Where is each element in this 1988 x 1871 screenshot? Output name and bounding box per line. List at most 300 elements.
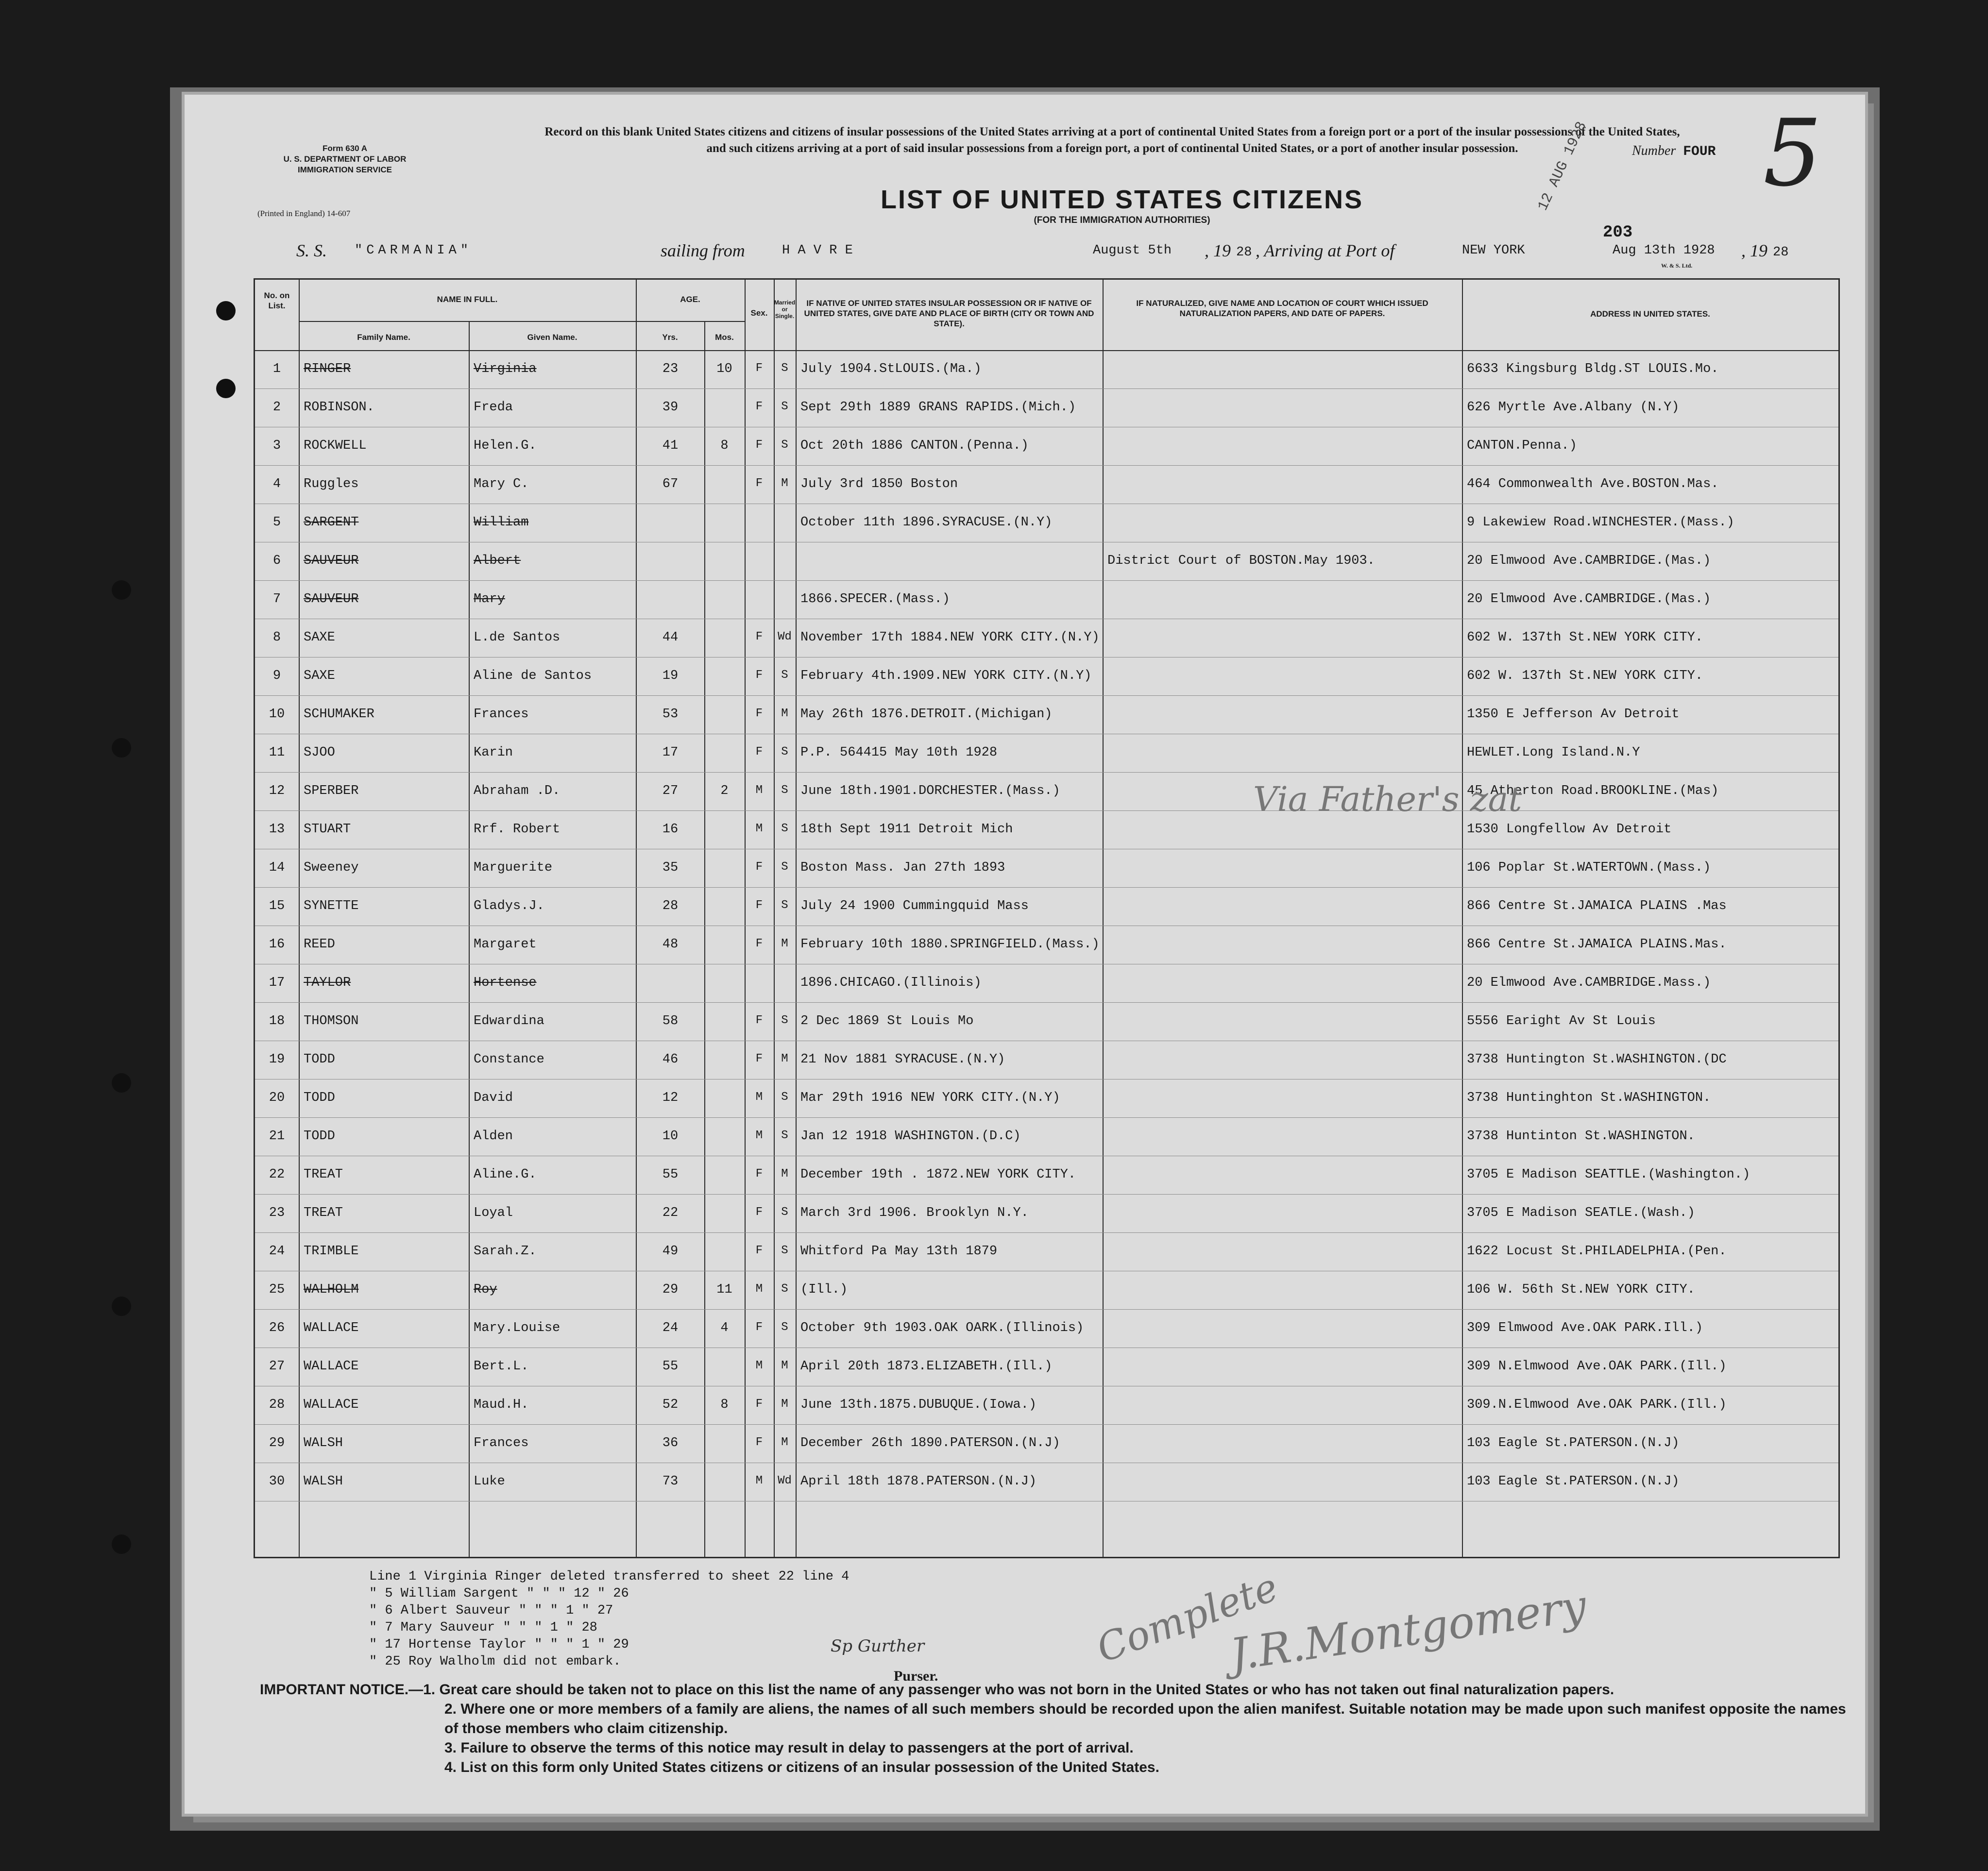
cell-no: 22 bbox=[269, 1167, 285, 1182]
cell-no: 4 bbox=[272, 477, 281, 491]
cell-sex: F bbox=[755, 400, 763, 413]
notice-item: 4. List on this form only United States citizens or citizens of an insular possession of the United States. bbox=[444, 1759, 1159, 1775]
cell-family: STUART bbox=[304, 822, 351, 837]
cell-family: Sweeney bbox=[304, 860, 359, 875]
cell-birth: February 4th.1909.NEW YORK CITY.(N.Y) bbox=[800, 669, 1092, 683]
cell-birth: Mar 29th 1916 NEW YORK CITY.(N.Y) bbox=[800, 1091, 1060, 1105]
cell-birth: Boston Mass. Jan 27th 1893 bbox=[800, 860, 1005, 875]
cell-addr: 602 W. 137th St.NEW YORK CITY. bbox=[1467, 669, 1703, 683]
cell-ms: S bbox=[781, 745, 788, 759]
note-line: " 17 Hortense Taylor " " " 1 " 29 bbox=[369, 1637, 629, 1652]
cell-addr: 1622 Locust St.PHILADELPHIA.(Pen. bbox=[1467, 1244, 1727, 1259]
cell-family: WALLACE bbox=[304, 1359, 359, 1374]
cell-sex: F bbox=[755, 860, 763, 874]
cell-family: SAXE bbox=[304, 669, 335, 683]
row-rule bbox=[255, 810, 1838, 811]
arrive-date: Aug 13th 1928 bbox=[1613, 243, 1715, 258]
cell-ms: S bbox=[781, 1014, 788, 1027]
cell-ms: S bbox=[781, 438, 788, 452]
cell-ms: S bbox=[781, 1282, 788, 1296]
cell-addr: 103 Eagle St.PATERSON.(N.J) bbox=[1467, 1436, 1680, 1450]
col-birth: IF NATIVE OF UNITED STATES INSULAR POSSESSION OR IF NATIVE OF UNITED STATES, GIVE DATE AND PLACE OF BIRTH (CITY OR TOWN AND STATE). bbox=[804, 299, 1094, 328]
notice-item: 3. Failure to observe the terms of this notice may result in delay to passengers at the port of arrival. bbox=[444, 1740, 1134, 1756]
row-rule bbox=[255, 465, 1838, 466]
cell-yrs: 55 bbox=[662, 1167, 679, 1182]
cell-given: Edwardina bbox=[474, 1014, 544, 1028]
cell-given: Sarah.Z. bbox=[474, 1244, 537, 1259]
cell-yrs: 48 bbox=[662, 937, 679, 952]
notice-label: IMPORTANT NOTICE. bbox=[260, 1682, 409, 1698]
row-rule bbox=[255, 1002, 1838, 1003]
cell-sex: M bbox=[755, 1129, 763, 1142]
cell-no: 5 bbox=[272, 515, 281, 530]
cell-ms: M bbox=[781, 1436, 788, 1449]
cell-yrs: 55 bbox=[662, 1359, 679, 1374]
cell-birth: 18th Sept 1911 Detroit Mich bbox=[800, 822, 1013, 837]
notice-item: —1. Great care should be taken not to place on this list the name of any passenger who was not born in the United States or who has not taken out final naturalization papers. bbox=[408, 1682, 1614, 1698]
cell-birth: June 13th.1875.DUBUQUE.(Iowa.) bbox=[800, 1398, 1037, 1412]
cell-yrs: 67 bbox=[662, 477, 679, 491]
binder-hole bbox=[216, 379, 236, 398]
cell-yrs: 16 bbox=[662, 822, 679, 837]
note-line: " 6 Albert Sauveur " " " 1 " 27 bbox=[369, 1603, 613, 1618]
note-line: Line 1 Virginia Ringer deleted transferred to sheet 22 line 4 bbox=[369, 1569, 850, 1584]
cell-given: William bbox=[474, 515, 529, 530]
binder-hole bbox=[112, 1534, 131, 1554]
cell-yrs: 46 bbox=[662, 1052, 679, 1067]
cell-addr: 103 Eagle St.PATERSON.(N.J) bbox=[1467, 1474, 1680, 1489]
cell-no: 11 bbox=[269, 745, 285, 760]
cell-no: 21 bbox=[269, 1129, 285, 1144]
cell-birth: March 3rd 1906. Brooklyn N.Y. bbox=[800, 1206, 1029, 1220]
col-given: Given Name. bbox=[527, 333, 578, 342]
cell-given: Alden bbox=[474, 1129, 513, 1144]
cell-mos: 11 bbox=[716, 1282, 732, 1297]
cell-given: Virginia bbox=[474, 362, 537, 376]
col-address: ADDRESS IN UNITED STATES. bbox=[1590, 309, 1710, 319]
row-rule bbox=[255, 887, 1838, 888]
cell-yrs: 41 bbox=[662, 438, 679, 453]
number-field bbox=[1632, 143, 1716, 159]
binder-hole bbox=[112, 580, 131, 600]
cell-given: Freda bbox=[474, 400, 513, 415]
cell-birth: Jan 12 1918 WASHINGTON.(D.C) bbox=[800, 1129, 1021, 1144]
form-number: Form 630 A bbox=[323, 144, 367, 153]
cell-birth: 2 Dec 1869 St Louis Mo bbox=[800, 1014, 974, 1028]
cell-no: 25 bbox=[269, 1282, 285, 1297]
cell-mos: 10 bbox=[716, 362, 732, 376]
cell-addr: 1530 Longfellow Av Detroit bbox=[1467, 822, 1672, 837]
binder-hole bbox=[112, 1297, 131, 1316]
year-prefix-2: , 19 bbox=[1741, 241, 1767, 260]
cell-yrs: 39 bbox=[662, 400, 679, 415]
cell-given: Margaret bbox=[474, 937, 537, 952]
cell-ms: S bbox=[781, 362, 788, 375]
cell-family: TRIMBLE bbox=[304, 1244, 359, 1259]
cell-sex: F bbox=[755, 707, 763, 720]
cell-ms: M bbox=[781, 707, 788, 720]
cell-sex: F bbox=[755, 1206, 763, 1219]
form-header bbox=[243, 143, 447, 175]
cell-ms: M bbox=[781, 1359, 788, 1372]
cell-birth: Sept 29th 1889 GRANS RAPIDS.(Mich.) bbox=[800, 400, 1076, 415]
cell-yrs: 29 bbox=[662, 1282, 679, 1297]
cell-no: 19 bbox=[269, 1052, 285, 1067]
cell-no: 30 bbox=[269, 1474, 285, 1489]
year-2: 28 bbox=[1773, 245, 1789, 260]
cell-addr: 106 W. 56th St.NEW YORK CITY. bbox=[1467, 1282, 1695, 1297]
cell-birth: February 10th 1880.SPRINGFIELD.(Mass.) bbox=[800, 937, 1100, 952]
cell-birth: (Ill.) bbox=[800, 1282, 848, 1297]
cell-no: 18 bbox=[269, 1014, 285, 1028]
cell-yrs: 44 bbox=[662, 630, 679, 645]
form-department: U. S. DEPARTMENT OF LABOR bbox=[283, 154, 407, 164]
cell-no: 10 bbox=[269, 707, 285, 722]
cell-no: 13 bbox=[269, 822, 285, 837]
cell-addr: 464 Commonwealth Ave.BOSTON.Mas. bbox=[1467, 477, 1719, 491]
cell-sex: F bbox=[755, 362, 763, 375]
cell-no: 6 bbox=[272, 554, 281, 568]
cell-family: SARGENT bbox=[304, 515, 359, 530]
col-family: Family Name. bbox=[357, 333, 410, 342]
cell-sex: F bbox=[755, 438, 763, 452]
cell-family: SAUVEUR bbox=[304, 554, 359, 568]
cell-sex: F bbox=[755, 1052, 763, 1065]
cell-ms: Wd bbox=[778, 630, 792, 643]
cell-family: REED bbox=[304, 937, 335, 952]
cell-given: Maud.H. bbox=[474, 1398, 529, 1412]
cell-addr: CANTON.Penna.) bbox=[1467, 438, 1577, 453]
cell-no: 24 bbox=[269, 1244, 285, 1259]
manifest-sheet bbox=[185, 95, 1865, 1814]
cell-given: Constance bbox=[474, 1052, 544, 1067]
cell-family: ROCKWELL bbox=[304, 438, 367, 453]
citizens-table bbox=[254, 278, 1840, 1558]
cell-addr: 602 W. 137th St.NEW YORK CITY. bbox=[1467, 630, 1703, 645]
cell-yrs: 35 bbox=[662, 860, 679, 875]
cell-sex: M bbox=[755, 1282, 763, 1296]
cell-ms: S bbox=[781, 1244, 788, 1257]
cell-birth: 1896.CHICAGO.(Illinois) bbox=[800, 976, 982, 990]
cell-birth: December 26th 1890.PATERSON.(N.J) bbox=[800, 1436, 1060, 1450]
cell-birth: Whitford Pa May 13th 1879 bbox=[800, 1244, 998, 1259]
cell-nat: District Court of BOSTON.May 1903. bbox=[1107, 554, 1375, 568]
cell-no: 2 bbox=[272, 400, 281, 415]
row-rule bbox=[255, 1309, 1838, 1310]
cell-addr: 3738 Huntington St.WASHINGTON.(DC bbox=[1467, 1052, 1727, 1067]
cell-family: WALSH bbox=[304, 1436, 343, 1450]
cell-addr: HEWLET.Long Island.N.Y bbox=[1467, 745, 1640, 760]
cell-birth: December 19th . 1872.NEW YORK CITY. bbox=[800, 1167, 1076, 1182]
cell-addr: 3705 E Madison SEATTLE.(Washington.) bbox=[1467, 1167, 1750, 1182]
cell-sex: M bbox=[755, 784, 763, 797]
notice-item: 2. Where one or more members of a family are aliens, the names of all such members should be recorded upon the alien manifest. Suitable notation may be made upon such manifest opposite the names of those members who claim citizenship. bbox=[444, 1701, 1846, 1736]
cell-sex: F bbox=[755, 1244, 763, 1257]
cell-no: 3 bbox=[272, 438, 281, 453]
cell-no: 15 bbox=[269, 899, 285, 913]
col-sex: Sex. bbox=[750, 308, 768, 318]
cell-ms: M bbox=[781, 1167, 788, 1180]
cell-family: TAYLOR bbox=[304, 976, 351, 990]
cell-given: Mary C. bbox=[474, 477, 529, 491]
ship-name: "CARMANIA" bbox=[355, 243, 473, 258]
cell-birth: July 1904.StLOUIS.(Ma.) bbox=[800, 362, 982, 376]
cell-addr: 626 Myrtle Ave.Albany (N.Y) bbox=[1467, 400, 1680, 415]
cell-yrs: 27 bbox=[662, 784, 679, 798]
cell-sex: F bbox=[755, 745, 763, 759]
printed-note: (Printed in England) 14-607 bbox=[257, 209, 351, 218]
port-to: NEW YORK bbox=[1462, 243, 1525, 258]
cell-given: Frances bbox=[474, 707, 529, 722]
record-instructions: Record on this blank United States citizens and citizens of insular possessions of the United States arriving at a port of continental United States from a foreign port or a port of the insular possessions of the United States, and such citizens arriving at a port of said insular possessions from a foreign port, a port of continental United States, or a port of another insular possession. bbox=[544, 125, 1680, 155]
cell-yrs: 53 bbox=[662, 707, 679, 722]
printer-mark: W. & S. Ltd. bbox=[1661, 262, 1693, 269]
cell-given: Abraham .D. bbox=[474, 784, 561, 798]
cell-addr: 3738 Huntinghton St.WASHINGTON. bbox=[1467, 1091, 1711, 1105]
cell-family: RINGER bbox=[304, 362, 351, 376]
cell-given: Luke bbox=[474, 1474, 505, 1489]
cell-sex: F bbox=[755, 669, 763, 682]
cell-mos: 8 bbox=[720, 438, 729, 453]
cell-yrs: 36 bbox=[662, 1436, 679, 1450]
cell-family: SYNETTE bbox=[304, 899, 359, 913]
cell-family: THOMSON bbox=[304, 1014, 359, 1028]
cell-given: Aline de Santos bbox=[474, 669, 592, 683]
cell-yrs: 23 bbox=[662, 362, 679, 376]
col-married: Married or Single. bbox=[774, 299, 796, 320]
cell-ms: S bbox=[781, 784, 788, 797]
cell-yrs: 12 bbox=[662, 1091, 679, 1105]
deletion-notes bbox=[369, 1568, 849, 1670]
cell-ms: S bbox=[781, 1091, 788, 1104]
cell-given: Roy bbox=[474, 1282, 497, 1297]
cell-birth: 1866.SPECER.(Mass.) bbox=[800, 592, 950, 607]
cell-given: Loyal bbox=[474, 1206, 513, 1220]
binder-hole bbox=[112, 1073, 131, 1093]
cell-ms: M bbox=[781, 1398, 788, 1411]
cell-no: 20 bbox=[269, 1091, 285, 1105]
cell-given: Mary bbox=[474, 592, 505, 607]
cell-no: 23 bbox=[269, 1206, 285, 1220]
handwritten-signature: J.R.Montgomery bbox=[1227, 1580, 1590, 1681]
cell-family: TODD bbox=[304, 1129, 335, 1144]
col-name-in-full: NAME IN FULL. bbox=[437, 295, 498, 304]
cell-ms: S bbox=[781, 1129, 788, 1142]
cell-no: 1 bbox=[272, 362, 281, 376]
cell-birth: May 26th 1876.DETROIT.(Michigan) bbox=[800, 707, 1053, 722]
cell-no: 29 bbox=[269, 1436, 285, 1450]
cell-yrs: 52 bbox=[662, 1398, 679, 1412]
cell-birth: June 18th.1901.DORCHESTER.(Mass.) bbox=[800, 784, 1060, 798]
cell-no: 16 bbox=[269, 937, 285, 952]
page-subtitle: (FOR THE IMMIGRATION AUTHORITIES) bbox=[1034, 215, 1210, 225]
cell-mos: 2 bbox=[720, 784, 729, 798]
cell-given: Marguerite bbox=[474, 860, 553, 875]
cell-sex: M bbox=[755, 1359, 763, 1372]
cell-birth: July 24 1900 Cummingquid Mass bbox=[800, 899, 1029, 913]
cell-birth: P.P. 564415 May 10th 1928 bbox=[800, 745, 998, 760]
cell-sex: F bbox=[755, 1321, 763, 1334]
cell-family: Ruggles bbox=[304, 477, 359, 491]
cell-ms: S bbox=[781, 822, 788, 835]
note-line: " 25 Roy Walholm did not embark. bbox=[369, 1654, 621, 1669]
purser-signature: Sp Gurther bbox=[831, 1636, 925, 1656]
cell-given: L.de Santos bbox=[474, 630, 561, 645]
cell-yrs: 17 bbox=[662, 745, 679, 760]
row-rule bbox=[255, 1232, 1838, 1233]
cell-given: Karin bbox=[474, 745, 513, 760]
handwritten-sheet-number: 5 bbox=[1763, 100, 1822, 207]
cell-family: TREAT bbox=[304, 1206, 343, 1220]
cell-addr: 5556 Earight Av St Louis bbox=[1467, 1014, 1656, 1028]
cell-family: TODD bbox=[304, 1091, 335, 1105]
cell-no: 9 bbox=[272, 669, 281, 683]
cell-sex: M bbox=[755, 822, 763, 835]
cell-sex: F bbox=[755, 1398, 763, 1411]
note-line: " 7 Mary Sauveur " " " 1 " 28 bbox=[369, 1620, 597, 1635]
cell-addr: 3738 Huntinton St.WASHINGTON. bbox=[1467, 1129, 1695, 1144]
cell-family: TREAT bbox=[304, 1167, 343, 1182]
important-notice bbox=[260, 1680, 1863, 1777]
cell-ms: M bbox=[781, 937, 788, 950]
cell-addr: 3705 E Madison SEATLE.(Wash.) bbox=[1467, 1206, 1695, 1220]
cell-no: 17 bbox=[269, 976, 285, 990]
cell-family: WALLACE bbox=[304, 1321, 359, 1335]
cell-yrs: 10 bbox=[662, 1129, 679, 1144]
arrival-stamp: 12 AUG 1928 bbox=[1535, 119, 1591, 214]
cell-birth: October 11th 1896.SYRACUSE.(N.Y) bbox=[800, 515, 1053, 530]
cell-birth: Oct 20th 1886 CANTON.(Penna.) bbox=[800, 438, 1029, 453]
row-rule bbox=[255, 1424, 1838, 1425]
cell-family: SAXE bbox=[304, 630, 335, 645]
cell-birth: April 20th 1873.ELIZABETH.(Ill.) bbox=[800, 1359, 1053, 1374]
page-title: LIST OF UNITED STATES CITIZENS bbox=[881, 185, 1363, 214]
cell-ms: S bbox=[781, 899, 788, 912]
binder-hole bbox=[216, 301, 236, 320]
cell-given: Albert bbox=[474, 554, 521, 568]
cell-birth: November 17th 1884.NEW YORK CITY.(N.Y) bbox=[800, 630, 1100, 645]
port-from: H A V R E bbox=[782, 243, 853, 258]
col-mos: Mos. bbox=[715, 333, 734, 342]
col-no: No. on List. bbox=[264, 291, 290, 310]
sailing-from-label: sailing from bbox=[661, 241, 745, 260]
cell-family: WALSH bbox=[304, 1474, 343, 1489]
row-rule bbox=[255, 695, 1838, 696]
cell-given: Helen.G. bbox=[474, 438, 537, 453]
col-age: AGE. bbox=[680, 295, 700, 304]
cell-addr: 6633 Kingsburg Bldg.ST LOUIS.Mo. bbox=[1467, 362, 1719, 376]
cell-family: SPERBER bbox=[304, 784, 359, 798]
handwritten-complete: Complete bbox=[1090, 1564, 1284, 1671]
cell-sex: F bbox=[755, 1436, 763, 1449]
cell-addr: 106 Poplar St.WATERTOWN.(Mass.) bbox=[1467, 860, 1711, 875]
cell-no: 27 bbox=[269, 1359, 285, 1374]
row-rule bbox=[255, 1194, 1838, 1195]
cell-family: SCHUMAKER bbox=[304, 707, 374, 722]
cell-given: Frances bbox=[474, 1436, 529, 1450]
handwritten-via-father: Via Father's zat bbox=[1253, 779, 1522, 819]
cell-addr: 309 Elmwood Ave.OAK PARK.Ill.) bbox=[1467, 1321, 1703, 1335]
cell-no: 8 bbox=[272, 630, 281, 645]
cell-ms: S bbox=[781, 1206, 788, 1219]
cell-sex: F bbox=[755, 899, 763, 912]
cell-sex: M bbox=[755, 1474, 763, 1487]
cell-family: SAUVEUR bbox=[304, 592, 359, 607]
cell-birth: 21 Nov 1881 SYRACUSE.(N.Y) bbox=[800, 1052, 1005, 1067]
cell-family: SJOO bbox=[304, 745, 335, 760]
cell-sex: M bbox=[755, 1091, 763, 1104]
year-prefix-1: , 19 bbox=[1205, 241, 1231, 260]
cell-yrs: 28 bbox=[662, 899, 679, 913]
voyage-line bbox=[296, 240, 1802, 265]
cell-addr: 9 Lakewiew Road.WINCHESTER.(Mass.) bbox=[1467, 515, 1734, 530]
cell-addr: 45 Atherton Road.BROOKLINE.(Mas) bbox=[1467, 784, 1719, 798]
cell-mos: 8 bbox=[720, 1398, 729, 1412]
cell-ms: M bbox=[781, 1052, 788, 1065]
cell-sex: F bbox=[755, 630, 763, 643]
cell-addr: 866 Centre St.JAMAICA PLAINS .Mas bbox=[1467, 899, 1727, 913]
number-label: Number bbox=[1632, 143, 1676, 158]
cell-ms: S bbox=[781, 669, 788, 682]
cell-yrs: 22 bbox=[662, 1206, 679, 1220]
cell-given: Aline.G. bbox=[474, 1167, 537, 1182]
row-rule bbox=[255, 772, 1838, 773]
number-value: FOUR bbox=[1683, 144, 1716, 159]
cell-given: Hortense bbox=[474, 976, 537, 990]
cell-birth: April 18th 1878.PATERSON.(N.J) bbox=[800, 1474, 1037, 1489]
cell-addr: 20 Elmwood Ave.CAMBRIDGE.(Mas.) bbox=[1467, 592, 1711, 607]
ss-label: S. S. bbox=[296, 241, 327, 260]
cell-addr: 20 Elmwood Ave.CAMBRIDGE.Mass.) bbox=[1467, 976, 1711, 990]
cell-ms: M bbox=[781, 477, 788, 490]
cell-mos: 4 bbox=[720, 1321, 729, 1335]
cell-yrs: 73 bbox=[662, 1474, 679, 1489]
purser-label: Purser. bbox=[894, 1668, 938, 1684]
cell-yrs: 19 bbox=[662, 669, 679, 683]
cell-yrs: 58 bbox=[662, 1014, 679, 1028]
cell-addr: 309 N.Elmwood Ave.OAK PARK.(Ill.) bbox=[1467, 1359, 1727, 1374]
cell-family: ROBINSON. bbox=[304, 400, 374, 415]
cell-no: 28 bbox=[269, 1398, 285, 1412]
cell-ms: S bbox=[781, 400, 788, 413]
cell-sex: F bbox=[755, 1014, 763, 1027]
cell-addr: 866 Centre St.JAMAICA PLAINS.Mas. bbox=[1467, 937, 1727, 952]
cell-sex: F bbox=[755, 937, 763, 950]
note-line: " 5 William Sargent " " " 12 " 26 bbox=[369, 1586, 629, 1601]
row-rule bbox=[255, 1117, 1838, 1118]
arriving-label: , Arriving at Port of bbox=[1256, 241, 1395, 260]
cell-ms: S bbox=[781, 1321, 788, 1334]
cell-no: 14 bbox=[269, 860, 285, 875]
cell-yrs: 24 bbox=[662, 1321, 679, 1335]
row-rule bbox=[255, 388, 1838, 389]
cell-addr: 309.N.Elmwood Ave.OAK PARK.(Ill.) bbox=[1467, 1398, 1727, 1412]
col-naturalized: IF NATURALIZED, GIVE NAME AND LOCATION OF COURT WHICH ISSUED NATURALIZATION PAPERS, AND DATE OF PAPERS. bbox=[1136, 299, 1428, 318]
cell-no: 26 bbox=[269, 1321, 285, 1335]
cell-given: Rrf. Robert bbox=[474, 822, 561, 837]
cell-given: Gladys.J. bbox=[474, 899, 544, 913]
cell-no: 12 bbox=[269, 784, 285, 798]
cell-ms: Wd bbox=[778, 1474, 792, 1487]
cell-birth: October 9th 1903.OAK OARK.(Illinois) bbox=[800, 1321, 1084, 1335]
cell-sex: F bbox=[755, 477, 763, 490]
row-rule bbox=[255, 580, 1838, 581]
cell-family: TODD bbox=[304, 1052, 335, 1067]
depart-date: August 5th bbox=[1093, 243, 1172, 258]
cell-addr: 1350 E Jefferson Av Detroit bbox=[1467, 707, 1680, 722]
form-service: IMMIGRATION SERVICE bbox=[298, 165, 392, 174]
cell-yrs: 49 bbox=[662, 1244, 679, 1259]
